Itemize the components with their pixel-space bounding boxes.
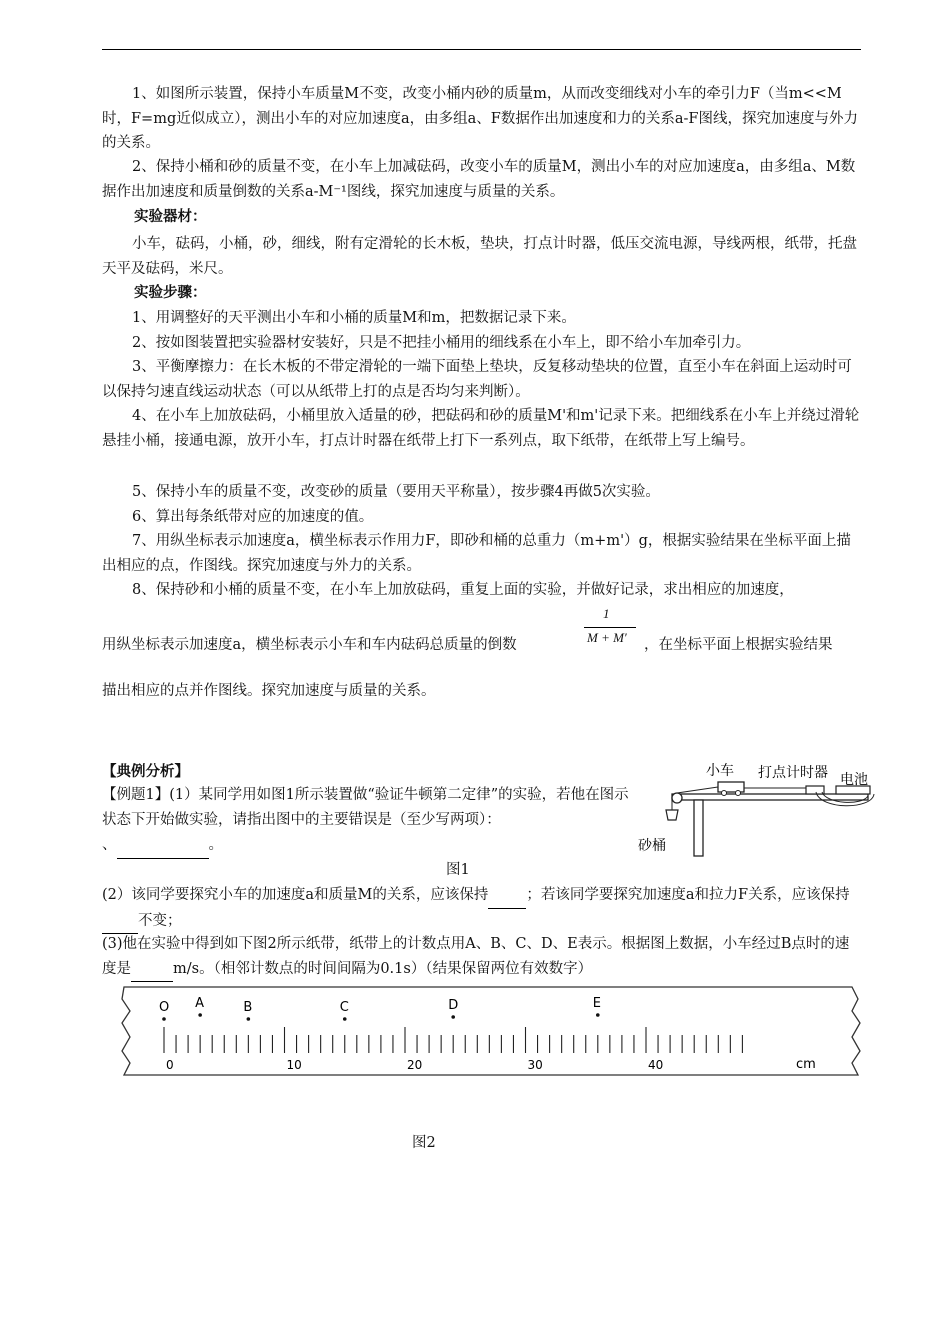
apparatus-diagram xyxy=(636,760,880,860)
tape-ruler-diagram xyxy=(112,983,870,1081)
battery-label: 电池 xyxy=(840,772,868,788)
step-4: 4、在小车上加放砝码，小桶里放入适量的砂，把砝码和砂的质量M'和m'记录下来。把细线系在小车上并绕过滑轮悬挂小桶，接通电源，放开小车，打点计时器在纸带上打下一系列点，取下纸带，在纸带上写上编号。 xyxy=(102,408,860,449)
question-2 xyxy=(102,883,862,934)
step-2: 2、按如图装置把实验器材安装好，只是不把挂小桶用的细线系在小车上，即不给小车加牵引力。 xyxy=(132,335,751,351)
question-1: 【例题1】(1）某同学用如图1所示装置做“验证牛顿第二定律”的实验，若他在图示状态下开始做实验，请指出图中的主要错误是（至少写两项）： xyxy=(102,787,629,828)
step-1: 1、用调整好的天平测出小车和小桶的质量M和m，把数据记录下来。 xyxy=(132,310,576,326)
bucket-label: 砂桶 xyxy=(638,838,666,854)
ruler-tick-label: 0 xyxy=(166,1058,174,1072)
wheel-icon xyxy=(736,791,741,796)
step-7: 7、用纵坐标表示加速度a，横坐标表示作用力F，即砂和桶的总重力（m+m'）g，根据实验结果在坐标平面上描出相应的点，作图线。探究加速度与外力的关系。 xyxy=(102,533,851,574)
wheel-icon xyxy=(722,791,727,796)
fraction-bar xyxy=(584,627,636,628)
long-board xyxy=(672,794,868,800)
point-label: B xyxy=(243,1000,253,1015)
car-icon xyxy=(718,782,744,792)
tape-point xyxy=(596,1013,600,1017)
point-label: C xyxy=(339,1000,349,1015)
ruler-tick-label: 40 xyxy=(648,1058,664,1072)
question-1-answer-line xyxy=(102,833,302,859)
question-1-end: 。 xyxy=(208,837,223,853)
timer-icon xyxy=(806,786,824,794)
step-5: 5、保持小车的质量不变，改变砂的质量（要用天平称量），按步骤4再做5次实验。 xyxy=(132,484,660,500)
bucket-icon xyxy=(666,810,678,820)
fraction-numerator: 1 xyxy=(603,606,610,621)
question-2-part-a: (2）该同学要探究小车的加速度a和质量M的关系，应该保持 xyxy=(102,887,489,903)
tape-point xyxy=(247,1017,251,1021)
step-6: 6、算出每条纸带对应的加速度的值。 xyxy=(132,509,374,525)
answer-blank-2[interactable] xyxy=(488,883,526,909)
question-3 xyxy=(102,932,862,982)
ruler-tick-label: 30 xyxy=(527,1058,543,1072)
point-label: E xyxy=(592,996,602,1011)
section-heading: 【典例分析】 xyxy=(102,763,189,780)
question-2-part-c: 不变； xyxy=(138,912,182,929)
equipment-text: 小车，砝码，小桶，砂，细线，附有定滑轮的长木板，垫块，打点计时器，低压交流电源，导线两根，纸带，托盘天平及砝码，米尺。 xyxy=(102,236,857,277)
timer-label: 打点计时器 xyxy=(758,765,828,781)
unit-label: cm xyxy=(796,1057,816,1072)
tape-point xyxy=(198,1013,202,1017)
table-leg xyxy=(694,800,703,856)
ruler-tick-label: 20 xyxy=(407,1058,423,1072)
tape-point xyxy=(451,1015,455,1019)
tape-point xyxy=(162,1017,166,1021)
tape-point xyxy=(343,1017,347,1021)
answer-blank-4[interactable] xyxy=(131,957,173,983)
equipment-heading: 实验器材： xyxy=(134,208,207,225)
question-2-part-b: ；若该同学要探究加速度a和拉力F关系，应该保持 xyxy=(526,887,850,903)
intro-paragraph-2: 2、保持小桶和砂的质量不变，在小车上加减砝码，改变小车的质量M，测出小车的对应加速度a，由多组a、M数据作出加速度和质量倒数的关系a-M⁻¹图线，探究加速度与质量的关系。 xyxy=(102,159,856,200)
question-1-separator: 、 xyxy=(102,837,117,853)
question-3-part-b: m/s。（相邻计数点的时间间隔为0.1s）（结果保留两位有效数字） xyxy=(173,960,593,977)
tape-outline xyxy=(122,987,860,1075)
point-label: D xyxy=(448,998,459,1013)
step-8: 8、保持砂和小桶的质量不变，在小车上加放砝码，重复上面的实验，并做好记录，求出相应的加速度， xyxy=(132,582,794,598)
figure-2-caption: 图2 xyxy=(412,1135,436,1151)
pulley-icon xyxy=(672,793,682,803)
ruler-tick-label: 10 xyxy=(286,1058,302,1072)
step-3: 3、平衡摩擦力：在长木板的不带定滑轮的一端下面垫上垫块，反复移动垫块的位置，直至小车在斜面上运动时可以保持匀速直线运动状态（可以从纸带上打的点是否均匀来判断）。 xyxy=(102,359,852,400)
step-8-line-2-tail: ，在坐标平面上根据实验结果 xyxy=(644,637,833,653)
figure-1-caption: 图1 xyxy=(446,862,470,878)
point-label: O xyxy=(159,1000,170,1015)
intro-paragraph-1: 1、如图所示装置，保持小车质量M不变，改变小桶内砂的质量m，从而改变细线对小车的牵引力F（当m<<M时，F=mg近似成立），测出小车的对应加速度a，由多组a、F数据作出加速度和力的关系a-F图线，探究加速度与外力的关系。 xyxy=(102,86,858,151)
point-label: A xyxy=(195,996,205,1011)
header-rule xyxy=(102,49,861,50)
car-label: 小车 xyxy=(706,763,734,779)
steps-heading: 实验步骤： xyxy=(134,284,207,301)
string xyxy=(677,787,718,793)
answer-blank-1[interactable] xyxy=(117,833,209,859)
step-8-line-3: 描出相应的点并作图线。探究加速度与质量的关系。 xyxy=(102,683,436,699)
fraction-denominator: M + M′ xyxy=(587,630,627,645)
question-3-part-a: (3)他在实验中得到如下图2所示纸带，纸带上的计数点用A、B、C、D、E表示。根据图上数据，小车经过B点时的速度是 xyxy=(102,936,850,977)
step-8-line-2: 用纵坐标表示加速度a，横坐标表示小车和车内砝码总质量的倒数 xyxy=(102,637,517,653)
answer-blank-3[interactable] xyxy=(102,909,138,935)
